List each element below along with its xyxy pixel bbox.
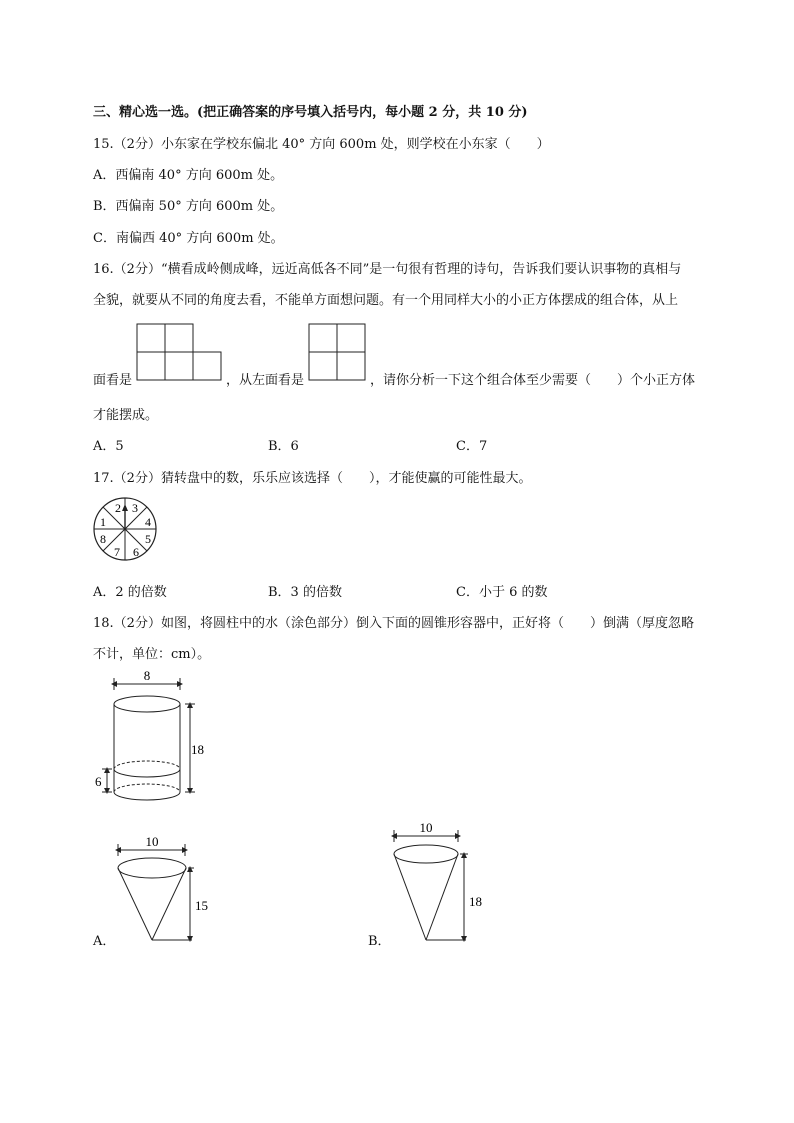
spinner-number: 3: [132, 501, 138, 515]
q16-option-c: C．7: [456, 439, 488, 454]
q16-line4: 才能摆成。: [93, 408, 159, 423]
q15-option-a: A．西偏南 40° 方向 600m 处。: [93, 168, 284, 183]
cone-a-diameter: 10: [145, 834, 159, 849]
q16-line2: 全貌，就要从不同的角度去看，不能单方面想问题。有一个用同样大小的小正方体摆成的组合体，从上: [93, 293, 679, 308]
cylinder-water-label: 6: [95, 774, 102, 789]
cone-b-label: B．: [368, 934, 391, 949]
q15-option-c: C．南偏西 40° 方向 600m 处。: [93, 231, 284, 246]
q18-line1: 18.（2分）如图，将圆柱中的水（涂色部分）倒入下面的圆锥形容器中，正好将（ ）倒满（厚度忽略: [93, 616, 694, 631]
cylinder-figure: [90, 668, 220, 810]
q17-option-c: C．小于 6 的数: [456, 585, 548, 600]
spinner-number: 4: [145, 515, 151, 529]
top-view-figure: [136, 323, 224, 381]
spinner-number: 2: [115, 501, 121, 515]
section-heading: 三、精心选一选。(把正确答案的序号填入括号内，每小题 2 分，共 10 分): [93, 105, 528, 120]
cone-b-diameter: 10: [419, 820, 433, 835]
left-view-figure: [308, 323, 368, 381]
q17-stem: 17.（2分）猜转盘中的数，乐乐应该选择（ ），才能使赢的可能性最大。: [93, 471, 532, 486]
cone-b-figure: [386, 816, 506, 946]
q16-line3-b: ，从左面看是: [226, 373, 305, 388]
q16-line1: 16.（2分）“横看成岭侧成峰，远近高低各不同”是一句很有哲理的诗句，告诉我们要认识事物的真相与: [93, 262, 682, 277]
spinner-number: 6: [133, 545, 139, 559]
q15-stem: 15.（2分）小东家在学校东偏北 40° 方向 600m 处，则学校在小东家（ ）: [93, 137, 550, 152]
cone-a-height: 15: [195, 898, 208, 913]
cone-b-height: 18: [469, 894, 482, 909]
spinner-number: 7: [114, 545, 120, 559]
spinner-figure: [90, 494, 160, 564]
spinner-number: 5: [145, 532, 151, 546]
spinner-number: 8: [100, 532, 106, 546]
cylinder-height-label: 18: [191, 742, 204, 757]
cone-a-label: A．: [93, 934, 116, 949]
q16-option-a: A．5: [93, 439, 124, 454]
q17-option-b: B．3 的倍数: [268, 585, 342, 600]
cone-a-figure: [110, 830, 230, 946]
q16-option-b: B．6: [268, 439, 299, 454]
spinner-number: 1: [100, 515, 106, 529]
q16-line3-c: ，请你分析一下这个组合体至少需要（ ）个小正方体: [370, 373, 696, 388]
cylinder-diameter-label: 8: [143, 668, 151, 683]
q18-line2: 不计，单位：cm）。: [93, 647, 211, 662]
q15-option-b: B．西偏南 50° 方向 600m 处。: [93, 199, 284, 214]
q17-option-a: A．2 的倍数: [93, 585, 167, 600]
q16-line3-a: 面看是: [93, 373, 133, 388]
